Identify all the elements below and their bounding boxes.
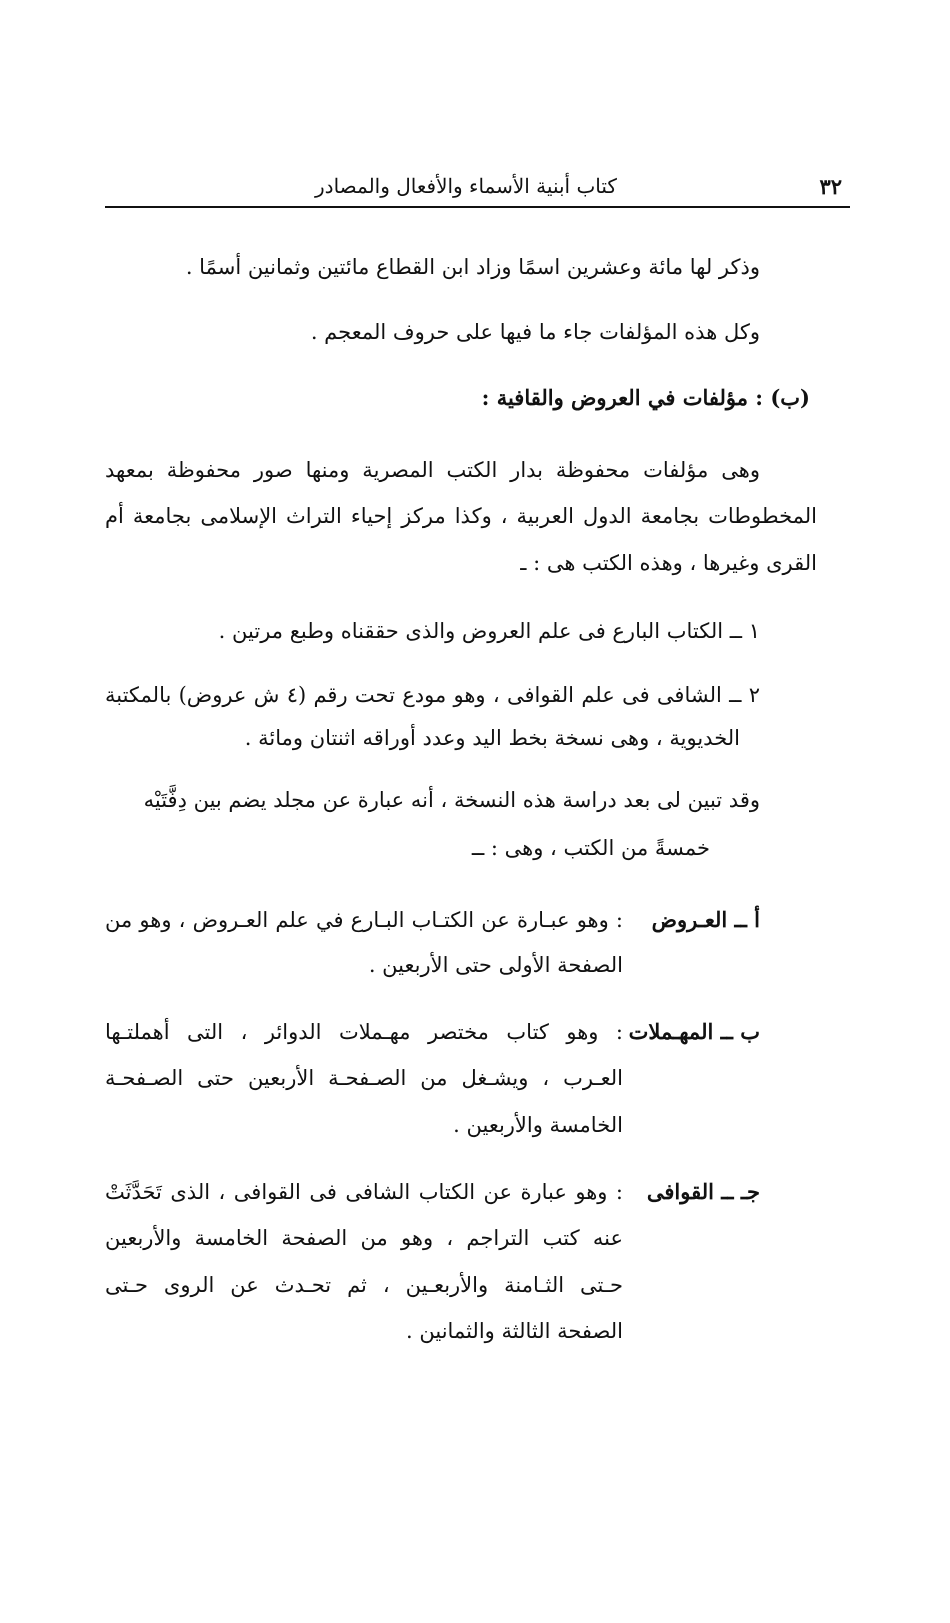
sub-item-c-line-2: عنه كتب التراجم ، وهو من الصفحة الخامسة والأربعين <box>105 1226 623 1250</box>
paragraph-4-line-2: خمسةً من الكتب ، وهى : ــ <box>471 836 710 860</box>
sub-item-b-line-2: العـرب ، ويشـغل من الصـفحـة الأربعين حتى الصـفحـة <box>105 1066 623 1090</box>
sub-item-b-line-3: الخامسة والأربعين . <box>453 1113 623 1137</box>
paragraph-4-line-1: وقد تبين لى بعد دراسة هذه النسخة ، أنه عبارة عن مجلد يضم بين دِفَّتَيْه <box>143 788 760 812</box>
page-header <box>105 168 850 208</box>
sub-item-c-line-1: : وهو عبارة عن الكتاب الشافى فى القوافى ، الذى تَحَدَّثَتْ <box>105 1180 623 1204</box>
sub-item-b-label: ب ــ المهـملات <box>628 1019 760 1044</box>
page-number: ٣٢ <box>819 174 842 199</box>
paragraph-2: وكل هذه المؤلفات جاء ما فيها على حروف المعجم . <box>310 320 760 344</box>
list-item-2-line-2: الخديوية ، وهى نسخة بخط اليد وعدد أوراقه اثنتان ومائة . <box>244 726 740 750</box>
paragraph-3-line-2: المخطوطات بجامعة الدول العربية ، وكذا مركز إحياء التراث الإسلامى بجامعة أم <box>105 504 817 528</box>
paragraph-1: وذكر لها مائة وعشرين اسمًا وزاد ابن القطاع مائتين وثمانين أسمًا . <box>185 255 760 279</box>
sub-item-c-line-4: الصفحة الثالثة والثمانين . <box>406 1319 623 1343</box>
paragraph-3-line-1: وهى مؤلفات محفوظة بدار الكتب المصرية ومنها صور محفوظة بمعهد <box>105 458 760 482</box>
list-item-1: ١ ــ الكتاب البارع فى علم العروض والذى حققناه وطبع مرتين . <box>218 619 760 643</box>
sub-item-c-label: جـ ــ القوافى <box>646 1179 760 1204</box>
sub-item-b-line-1: : وهو كتاب مختصر مهـملات الدوائر ، التى أهملتـها <box>105 1020 623 1044</box>
paragraph-3-line-3: القرى وغيرها ، وهذه الكتب هى : ـ <box>520 551 817 575</box>
section-heading: (ب) : مؤلفات في العروض والقافية : <box>481 385 810 410</box>
sub-item-a-line-2: الصفحة الأولى حتى الأربعين . <box>368 953 623 977</box>
running-title: كتاب أبنية الأسماء والأفعال والمصادر <box>315 174 617 198</box>
sub-item-c-line-3: حـتى الثـامنة والأربعـين ، ثم تحـدث عن الروى حـتى <box>105 1273 623 1297</box>
sub-item-a-line-1: : وهو عبـارة عن الكتـاب البـارع في علم العـروض ، وهو من <box>105 908 623 932</box>
list-item-2-line-1: ٢ ــ الشافى فى علم القوافى ، وهو مودع تحت رقم (٤ ش عروض) بالمكتبة <box>105 683 761 707</box>
sub-item-a-label: أ ــ العـروض <box>651 907 760 932</box>
